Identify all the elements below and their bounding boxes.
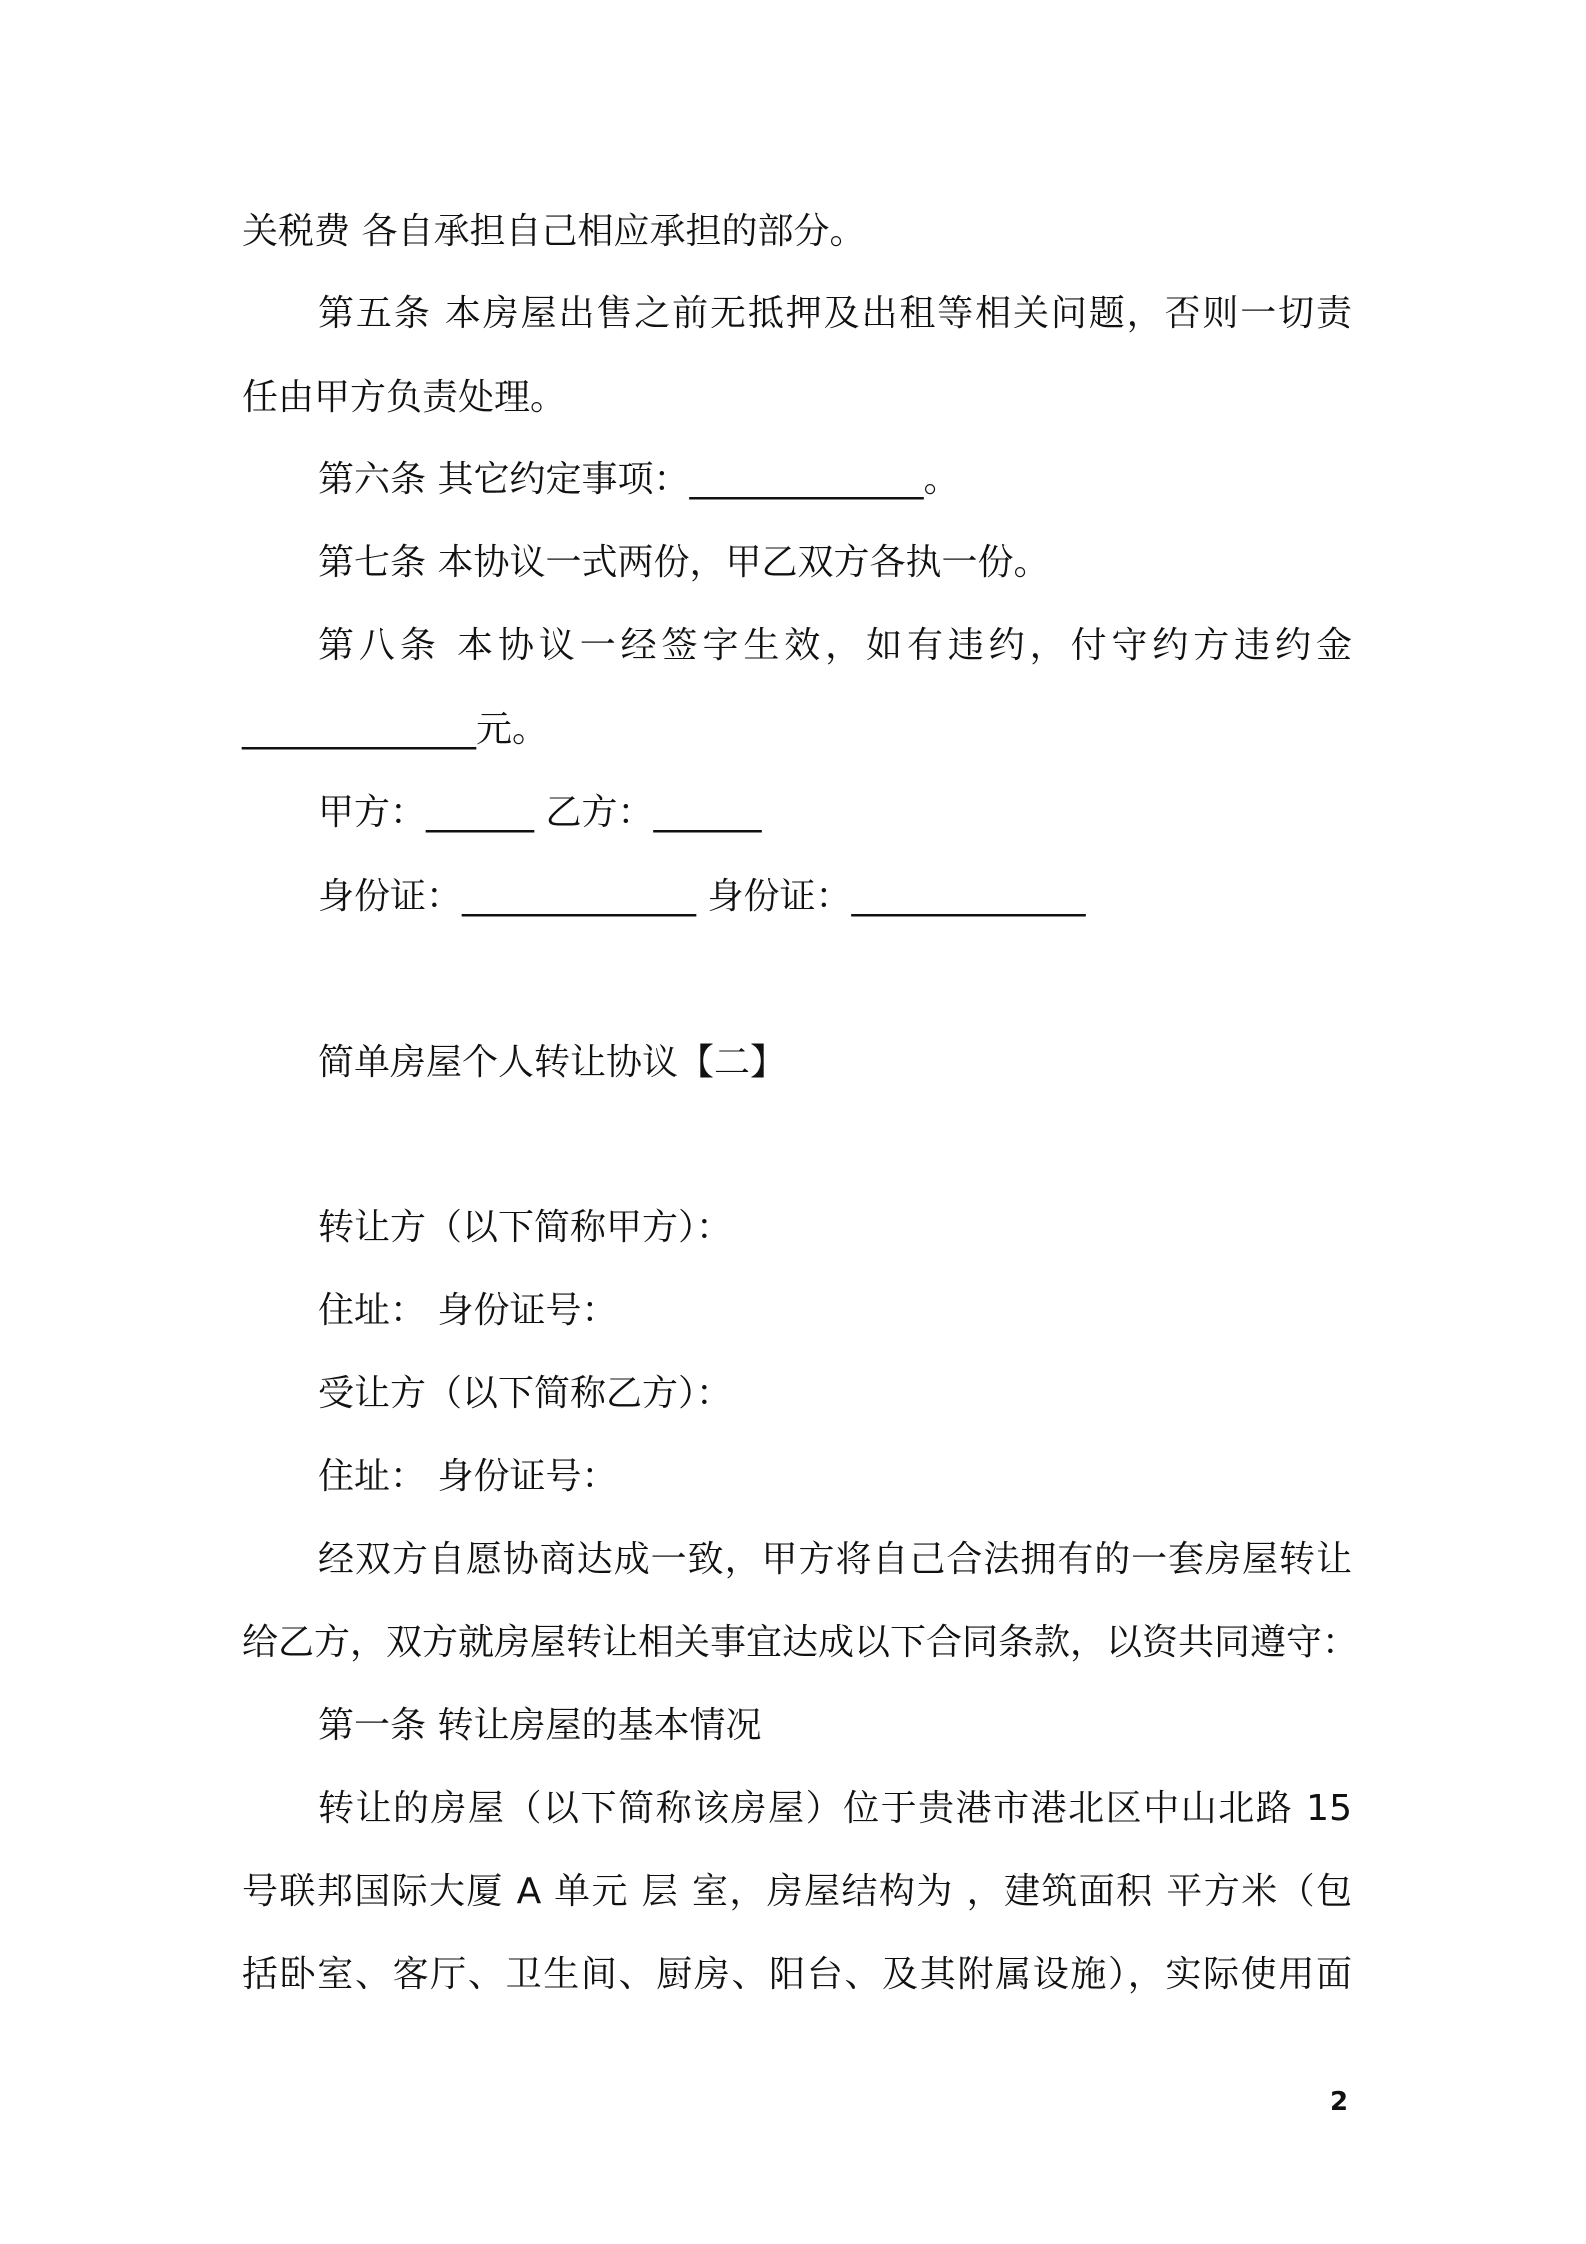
text-line-1: 关税费 各自承担自己相应承担的部分。 bbox=[242, 211, 866, 252]
text-line-house-3: 括卧室、客厅、卫生间、厨房、阳台、及其附属设施），实际使用面 bbox=[242, 1954, 1352, 1995]
text-line-6: 第八条 本协议一经签字生效，如有违约，付守约方违约金 bbox=[318, 625, 1352, 666]
text-line-agreement-1: 经双方自愿协商达成一致，甲方将自己合法拥有的一套房屋转让 bbox=[318, 1539, 1352, 1580]
signature-line-parties: 甲方：______ 乙方：______ bbox=[318, 792, 762, 833]
text-line-7: _____________元。 bbox=[242, 709, 549, 750]
section-heading: 简单房屋个人转让协议【二】 bbox=[318, 1042, 787, 1083]
text-line-3: 任由甲方负责处理。 bbox=[242, 377, 567, 418]
text-line-house-2: 号联邦国际大厦 A 单元 层 室，房屋结构为 ，建筑面积 平方米（包 bbox=[242, 1871, 1352, 1912]
text-line-address-2: 住址： 身份证号： bbox=[318, 1456, 618, 1497]
text-line-transferor: 转让方（以下简称甲方）： bbox=[318, 1207, 733, 1248]
text-line-address-1: 住址： 身份证号： bbox=[318, 1290, 618, 1331]
text-line-4: 第六条 其它约定事项：_____________。 bbox=[318, 459, 960, 500]
text-line-house-1: 转让的房屋（以下简称该房屋）位于贵港市港北区中山北路 15 bbox=[318, 1788, 1352, 1829]
signature-line-id: 身份证：_____________ 身份证：_____________ bbox=[318, 876, 1086, 917]
text-line-5: 第七条 本协议一式两份，甲乙双方各执一份。 bbox=[318, 542, 1050, 583]
page-number: 2 bbox=[1330, 2087, 1349, 2117]
text-line-transferee: 受让方（以下简称乙方）： bbox=[318, 1373, 733, 1414]
text-line-agreement-2: 给乙方，双方就房屋转让相关事宜达成以下合同条款，以资共同遵守： bbox=[242, 1622, 1359, 1663]
text-line-article-1: 第一条 转让房屋的基本情况 bbox=[318, 1705, 762, 1746]
text-line-2: 第五条 本房屋出售之前无抵押及出租等相关问题，否则一切责 bbox=[318, 293, 1352, 334]
